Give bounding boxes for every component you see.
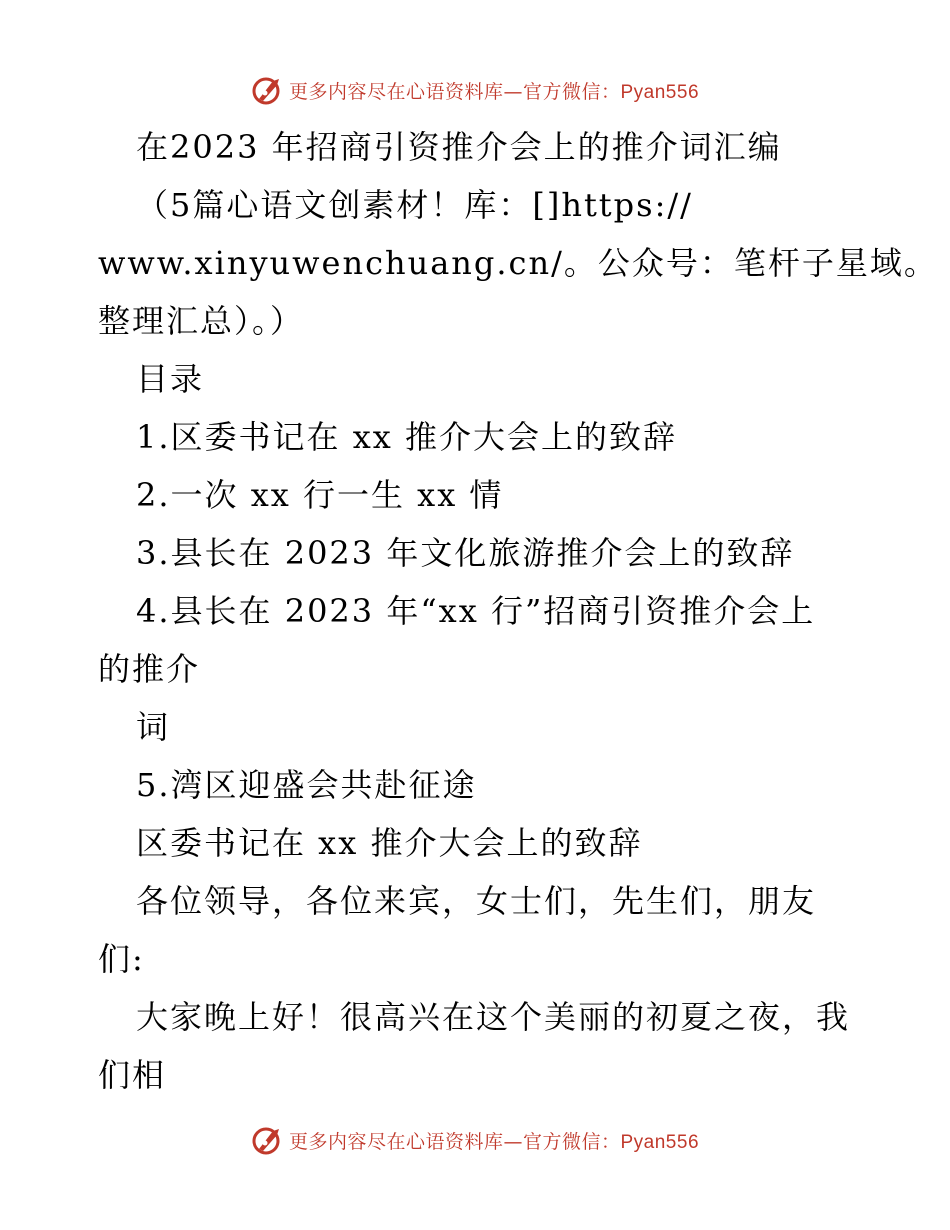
toc-item: 1.区委书记在 xx 推介大会上的致辞 <box>136 418 677 456</box>
wechat-id: Pyan556 <box>620 81 700 103</box>
toc-item-continuation: 词 <box>136 708 171 746</box>
toc-item: 3.县长在 2023 年文化旅游推介会上的致辞 <box>136 534 795 572</box>
text-line: www.xinyuwenchuang.cn/。公众号：笔杆子星域。 <box>98 244 938 282</box>
pen-nib-logo-icon <box>251 73 285 107</box>
toc-item-continuation: 的推介 <box>98 650 201 688</box>
text-line: 们相 <box>98 1056 167 1094</box>
text-line: 们: <box>98 940 145 978</box>
text-line: （5篇心语文创素材！库：[]https:// <box>136 186 693 224</box>
section-heading: 区委书记在 xx 推介大会上的致辞 <box>136 824 643 862</box>
wechat-id: Pyan556 <box>620 1131 700 1153</box>
header-watermark-banner <box>0 70 950 110</box>
banner-text: 更多内容尽在心语资料库—官方微信：Pyan556 <box>288 1130 700 1153</box>
toc-heading: 目录 <box>136 360 205 398</box>
banner-text: 更多内容尽在心语资料库—官方微信：Pyan556 <box>288 80 700 103</box>
pen-nib-logo-icon <box>251 1123 285 1157</box>
toc-item: 5.湾区迎盛会共赴征途 <box>136 766 477 804</box>
footer-watermark-banner <box>0 1120 950 1160</box>
toc-item: 2.一次 xx 行一生 xx 情 <box>136 476 504 514</box>
document-title: 在2023 年招商引资推介会上的推介词汇编 <box>136 128 782 166</box>
toc-item: 4.县长在 2023 年“xx 行”招商引资推介会上 <box>136 592 816 630</box>
text-line: 大家晚上好！很高兴在这个美丽的初夏之夜，我 <box>136 998 851 1036</box>
text-line: 各位领导，各位来宾，女士们，先生们，朋友 <box>136 882 817 920</box>
text-line: 整理汇总）。） <box>98 302 305 340</box>
